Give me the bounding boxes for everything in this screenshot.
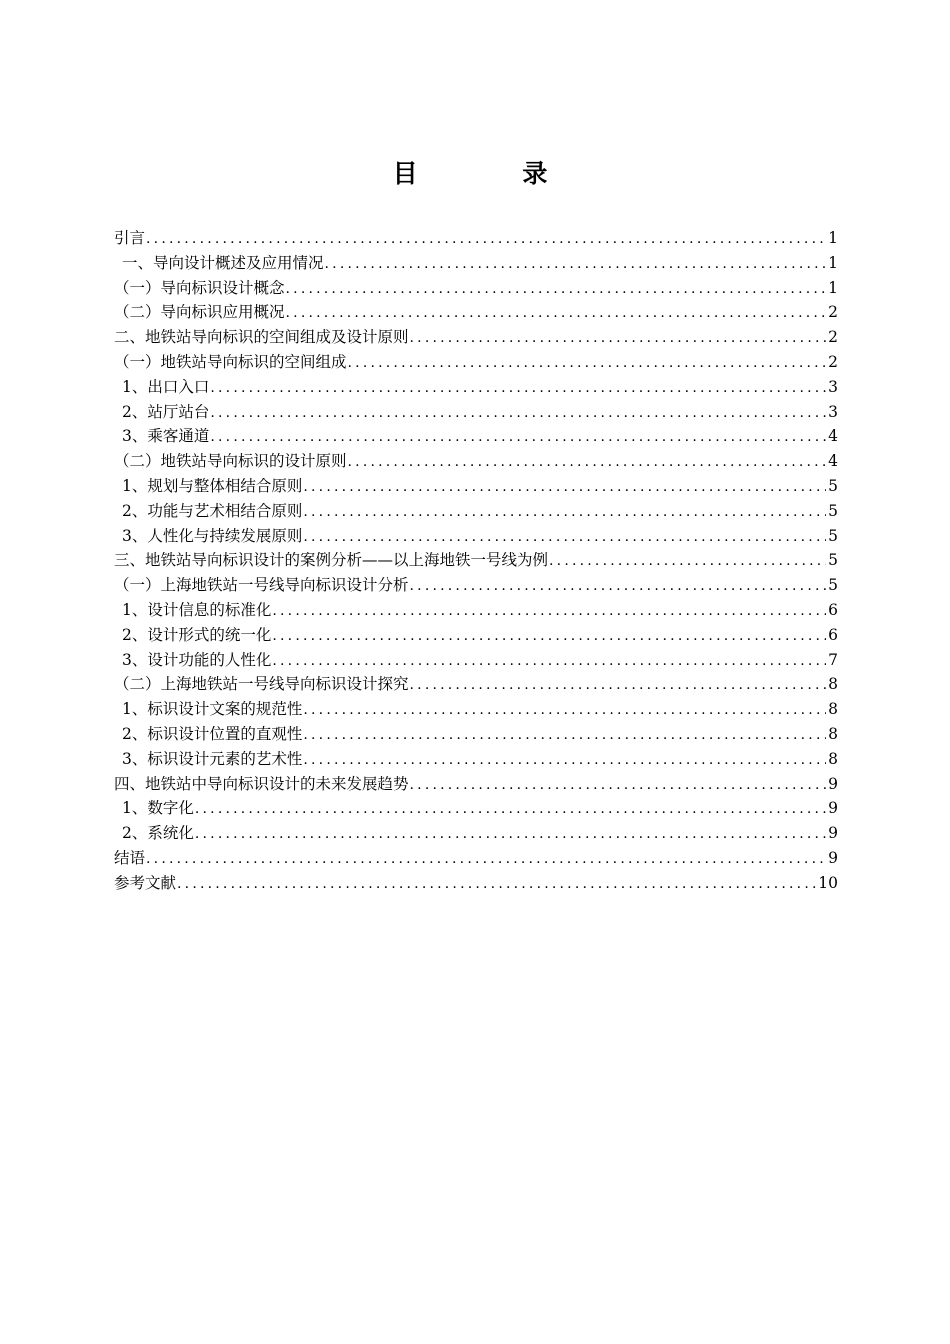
dot-leader bbox=[410, 673, 827, 697]
toc-entry[interactable] bbox=[114, 548, 838, 573]
toc-entry-label: 1、出口入口 bbox=[122, 377, 210, 396]
toc-entry-label: 三、地铁站导向标识设计的案例分析——以上海地铁一号线为例 bbox=[114, 551, 549, 570]
toc-entry-page: 9 bbox=[828, 848, 838, 867]
toc-entry-page: 9 bbox=[828, 799, 838, 818]
toc-entry-label: 1、数字化 bbox=[122, 799, 194, 818]
toc-entry[interactable] bbox=[114, 350, 838, 375]
toc-entry-label: 2、站厅站台 bbox=[122, 402, 210, 421]
toc-entry-label: 2、功能与艺术相结合原则 bbox=[122, 501, 303, 520]
toc-entry-page: 5 bbox=[828, 551, 838, 570]
dot-leader bbox=[177, 872, 816, 896]
toc-entry-label: 3、设计功能的人性化 bbox=[122, 650, 272, 669]
toc-entry-label: （一）地铁站导向标识的空间组成 bbox=[114, 352, 347, 371]
dot-leader bbox=[146, 847, 826, 871]
toc-entry[interactable] bbox=[114, 325, 838, 350]
dot-leader bbox=[210, 401, 826, 425]
dot-leader bbox=[348, 450, 827, 474]
toc-entry-label: 3、人性化与持续发展原则 bbox=[122, 526, 303, 545]
dot-leader bbox=[303, 748, 826, 772]
toc-entry[interactable] bbox=[114, 573, 838, 598]
toc-entry[interactable] bbox=[114, 846, 838, 871]
toc-entry[interactable] bbox=[114, 871, 838, 896]
toc-entry-page: 5 bbox=[828, 526, 838, 545]
toc-entry-page: 9 bbox=[828, 774, 838, 793]
dot-leader bbox=[325, 252, 827, 276]
toc-title: 目 录 bbox=[392, 159, 596, 188]
toc-entry-label: 参考文献 bbox=[114, 873, 177, 892]
toc-entry[interactable] bbox=[114, 648, 838, 673]
toc-entry[interactable] bbox=[114, 722, 838, 747]
toc-entry-label: 3、乘客通道 bbox=[122, 427, 210, 446]
dot-leader bbox=[303, 723, 826, 747]
toc-entry-page: 8 bbox=[828, 675, 838, 694]
toc-entry-page: 2 bbox=[828, 328, 838, 347]
toc-entry[interactable] bbox=[114, 400, 838, 425]
toc-entry-label: 2、系统化 bbox=[122, 824, 194, 843]
toc-entry-page: 3 bbox=[828, 402, 838, 421]
toc-entry-label: 1、规划与整体相结合原则 bbox=[122, 476, 303, 495]
toc-entry-page: 9 bbox=[828, 824, 838, 843]
toc-entry[interactable] bbox=[114, 524, 838, 549]
toc-entry-page: 5 bbox=[828, 501, 838, 520]
dot-leader bbox=[410, 326, 827, 350]
dot-leader bbox=[303, 500, 826, 524]
toc-entry-label: 2、设计形式的统一化 bbox=[122, 625, 272, 644]
toc-entry-page: 6 bbox=[828, 600, 838, 619]
toc-entry[interactable] bbox=[114, 796, 838, 821]
toc-entry-label: 引言 bbox=[114, 229, 146, 247]
toc-entry[interactable] bbox=[114, 424, 838, 449]
dot-leader bbox=[303, 698, 826, 722]
toc-entry[interactable] bbox=[114, 226, 838, 251]
toc-entry-page: 1 bbox=[828, 229, 838, 247]
toc-entry-label: 1、设计信息的标准化 bbox=[122, 600, 272, 619]
toc-entry[interactable] bbox=[114, 821, 838, 846]
toc-entry[interactable] bbox=[114, 474, 838, 499]
toc-entry[interactable] bbox=[114, 276, 838, 301]
dot-leader bbox=[410, 773, 827, 797]
toc-entry[interactable] bbox=[114, 449, 838, 474]
toc-entry-label: 1、标识设计文案的规范性 bbox=[122, 700, 303, 719]
toc-entry-page: 3 bbox=[828, 377, 838, 396]
dot-leader bbox=[272, 649, 826, 673]
toc-entry-page: 7 bbox=[828, 650, 838, 669]
dot-leader bbox=[303, 475, 826, 499]
dot-leader bbox=[410, 574, 827, 598]
toc-entry-label: （一）导向标识设计概念 bbox=[114, 278, 285, 297]
toc-entry-page: 1 bbox=[828, 253, 838, 272]
toc-entry-page: 4 bbox=[828, 427, 838, 446]
toc-entry-page: 2 bbox=[828, 352, 838, 371]
toc-entry[interactable] bbox=[114, 747, 838, 772]
toc-entry-label: 3、标识设计元素的艺术性 bbox=[122, 749, 303, 768]
dot-leader bbox=[272, 624, 826, 648]
dot-leader bbox=[286, 301, 827, 325]
dot-leader bbox=[286, 277, 827, 301]
toc-entry-page: 8 bbox=[828, 749, 838, 768]
toc-entry[interactable] bbox=[114, 598, 838, 623]
toc-entry[interactable] bbox=[114, 772, 838, 797]
toc-entry-label: 一、导向设计概述及应用情况 bbox=[122, 253, 324, 272]
toc-entry[interactable] bbox=[114, 251, 838, 276]
toc-entry-label: 四、地铁站中导向标识设计的未来发展趋势 bbox=[114, 774, 409, 793]
dot-leader bbox=[272, 599, 826, 623]
toc-entry[interactable] bbox=[114, 697, 838, 722]
toc-entry[interactable] bbox=[114, 672, 838, 697]
dot-leader bbox=[210, 425, 826, 449]
toc-entry-page: 2 bbox=[828, 303, 838, 322]
dot-leader bbox=[195, 822, 826, 846]
toc-entry-label: 2、标识设计位置的直观性 bbox=[122, 724, 303, 743]
dot-leader bbox=[303, 525, 826, 549]
toc-entry[interactable] bbox=[114, 300, 838, 325]
table-of-contents bbox=[114, 226, 838, 896]
toc-entry-label: （二）导向标识应用概况 bbox=[114, 303, 285, 322]
toc-entry[interactable] bbox=[114, 375, 838, 400]
toc-entry-page: 5 bbox=[828, 476, 838, 495]
toc-entry-label: 结语 bbox=[114, 848, 146, 867]
dot-leader bbox=[210, 376, 826, 400]
dot-leader bbox=[549, 549, 826, 573]
toc-entry-page: 5 bbox=[828, 576, 838, 595]
dot-leader bbox=[146, 227, 826, 251]
toc-entry-label: （一）上海地铁站一号线导向标识设计分析 bbox=[114, 576, 409, 595]
toc-entry-page: 1 bbox=[828, 278, 838, 297]
toc-entry-page: 8 bbox=[828, 700, 838, 719]
toc-entry-label: （二）地铁站导向标识的设计原则 bbox=[114, 452, 347, 471]
toc-entry-page: 4 bbox=[828, 452, 838, 471]
toc-entry-page: 8 bbox=[828, 724, 838, 743]
toc-entry-label: 二、地铁站导向标识的空间组成及设计原则 bbox=[114, 328, 409, 347]
toc-entry-label: （二）上海地铁站一号线导向标识设计探究 bbox=[114, 675, 409, 694]
toc-entry-page: 10 bbox=[818, 873, 838, 892]
dot-leader bbox=[348, 351, 827, 375]
dot-leader bbox=[195, 797, 826, 821]
toc-entry-page: 6 bbox=[828, 625, 838, 644]
toc-entry[interactable] bbox=[114, 623, 838, 648]
toc-entry[interactable] bbox=[114, 499, 838, 524]
